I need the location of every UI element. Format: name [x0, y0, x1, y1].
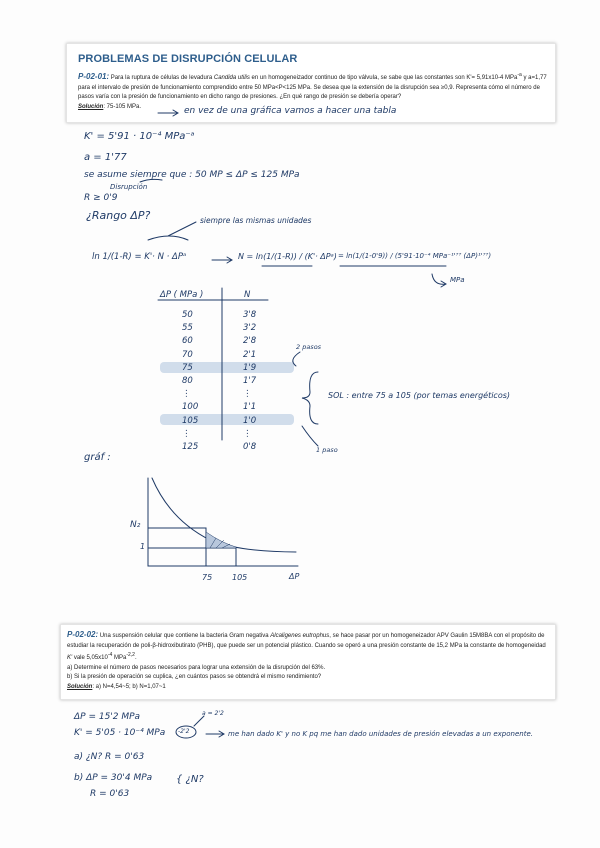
equation-mid: N = ln(1/(1-R)) / (K'· ΔPᵃ)	[238, 252, 337, 261]
graph-x2-label: 105	[232, 573, 248, 582]
r-note: R ≥ 0'9	[84, 193, 118, 203]
table-cell-pressure: 75	[182, 362, 193, 373]
table-cell-pressure: 125	[182, 442, 199, 452]
table-cell-pressure: 80	[182, 376, 193, 386]
graph-label: gráf :	[84, 452, 111, 463]
question-a: a) Determine el número de pasos necesarios para lograr una extensión de la disrupción del 63%.	[67, 664, 326, 671]
disruption-note: Disrupción	[110, 183, 148, 191]
table-cell-pressure: ⋮	[182, 389, 191, 400]
equation-right: = ln(1/(1-0'9)) / (5'91·10⁻⁴ MPa⁻¹'⁷⁷ (ΔP)¹'⁷⁷)	[338, 252, 492, 260]
table-header-dp: ΔP ( MPa )	[160, 290, 204, 300]
solution-text: : 75-105 MPa.	[103, 103, 142, 110]
answer-a-note: a) ¿N? R = 0'63	[74, 752, 145, 762]
table-cell-steps: ⋮	[243, 389, 252, 400]
graph-shaded-region	[206, 532, 236, 548]
table-cell-steps: 1'1	[243, 402, 257, 413]
units-explanation-note: me han dado K' y no K pq me han dado unidades de presión elevadas a un exponente.	[228, 730, 533, 738]
k-constant-note: K' = 5'91 · 10⁻⁴ MPa⁻ᵃ	[84, 131, 195, 142]
problem-2-statement: P-02-02: Una suspensión celular que contiene la bacteria Gram negativa Alcaligenes eutrophus, se hace pasar por un homogeneizador APV Gaulin 15M8BA con el propósito de estudiar la recuperación de poli-β-hidroxibutirato (PHB), que puede ser un potencial plástico. Cuando se operó a una presión constante de 15,2 MPa la constante de homogeneidad K' vale $5,05x10^{-4}$ MPa$^{-2,2}$. a) Determine el número de pasos necesarios para lograr una extensión de la disrupción del 63%. b) Si la presión de operación se cuplica, ¿en cuántos pasos se obtendrá el mismo rendimiento? Solución: a) N=4,54~5; b) N=1,07~1	[67, 630, 546, 690]
graph-curve	[152, 478, 296, 552]
table-cell-pressure: 105	[182, 415, 199, 426]
graph-y-low-label: 1	[140, 542, 146, 551]
table-cell-pressure: 60	[182, 336, 193, 347]
problem-2-code: P-02-02:	[67, 630, 99, 639]
table-cell-steps: 1'7	[243, 376, 257, 386]
pressure-note: ΔP = 15'2 MPa	[74, 712, 141, 722]
table-cell-steps: 3'8	[243, 310, 257, 320]
table-cell-pressure: 50	[182, 310, 193, 320]
solution-arrow	[158, 110, 178, 116]
section-heading: PROBLEMAS DE DISRUPCIÓN CELULAR	[78, 53, 298, 65]
graph-x-axis-label: ΔP	[289, 572, 300, 581]
one-step-note: 1 paso	[316, 446, 338, 454]
table-header-n: N	[244, 290, 251, 300]
table-cell-pressure: ⋮	[182, 428, 191, 439]
equation-arrow	[212, 257, 232, 263]
table-cell-steps: 3'2	[243, 323, 257, 334]
solution-label: Solución	[78, 103, 104, 110]
table-cell-steps: 2'1	[243, 349, 257, 360]
answer-b-question: { ¿N?	[176, 774, 204, 785]
equation-left: ln 1/(1-R) = K'· N · ΔPᵃ	[92, 252, 187, 262]
solution-label-2: Solución	[67, 683, 93, 690]
problem-1-statement: P-02-01: Para la ruptura de células de levadura Candida utilis en un homogeneizador continuo de tipo válvula, se sabe que las constantes son K'= 5,91x10-4 MPa$^{-a}$ y a=1,77 para el intervalo de presión de funcionamiento comprendido entre 50 MPa<P<125 MPa. Se desea que la extensión de la disrupción sea ≥0,9. Representa cómo el número de pasos varía con la presión de funcionamiento en dicho rango de presiones. ¿En qué rango de presión se debería operar? Solución: 75-105 MPa.	[78, 72, 547, 110]
solution-range-note: SOL : entre 75 a 105 (por temas energéticos)	[328, 391, 511, 400]
answer-b-r-note: R = 0'63	[90, 789, 130, 799]
mpa-note: MPa	[450, 276, 465, 284]
table-cell-steps: 0'8	[243, 442, 257, 452]
table-cell-pressure: 70	[182, 349, 193, 360]
units-note: siempre las mismas unidades	[200, 216, 312, 225]
question-b: b) Si la presión de operación se cuplica, ¿en cuántos pasos se obtendrá el mismo rendimiento?	[67, 674, 322, 680]
table-cell-steps: ⋮	[243, 428, 252, 439]
exponent-circle-label: -2'2	[178, 728, 190, 735]
two-steps-note: 2 pasos	[296, 343, 322, 351]
problem-1-code: P-02-01:	[78, 72, 110, 81]
a-value-note: a = 2'2	[202, 710, 224, 717]
table-cell-steps: 1'9	[243, 362, 257, 373]
table-cell-steps: 1'0	[243, 415, 257, 426]
k-constant-note-2: K' = 5'05 · 10⁻⁴ MPa	[74, 728, 166, 738]
table-cell-pressure: 100	[182, 402, 199, 413]
range-question: ¿Rango ΔP?	[86, 209, 151, 222]
answer-b-note: b) ΔP = 30'4 MPa	[74, 773, 153, 783]
graph-x1-label: 75	[202, 573, 213, 582]
solution-brace	[302, 372, 318, 424]
arrow-note: en vez de una gráfica vamos a hacer una tabla	[184, 106, 397, 116]
assumption-note: se asume siempre que : 50 MP ≤ ΔP ≤ 125 MPa	[84, 170, 300, 180]
table-cell-steps: 2'8	[243, 336, 257, 347]
graph-y-high-label: N₂	[130, 520, 141, 530]
units-pointer-arrow	[148, 222, 196, 240]
table-cell-pressure: 55	[182, 323, 193, 334]
solution-text-2: : a) N=4,54~5; b) N=1,07~1	[92, 683, 166, 690]
exponent-circle	[176, 726, 196, 738]
a-constant-note: a = 1'77	[84, 152, 127, 163]
graph-axes	[148, 478, 298, 566]
